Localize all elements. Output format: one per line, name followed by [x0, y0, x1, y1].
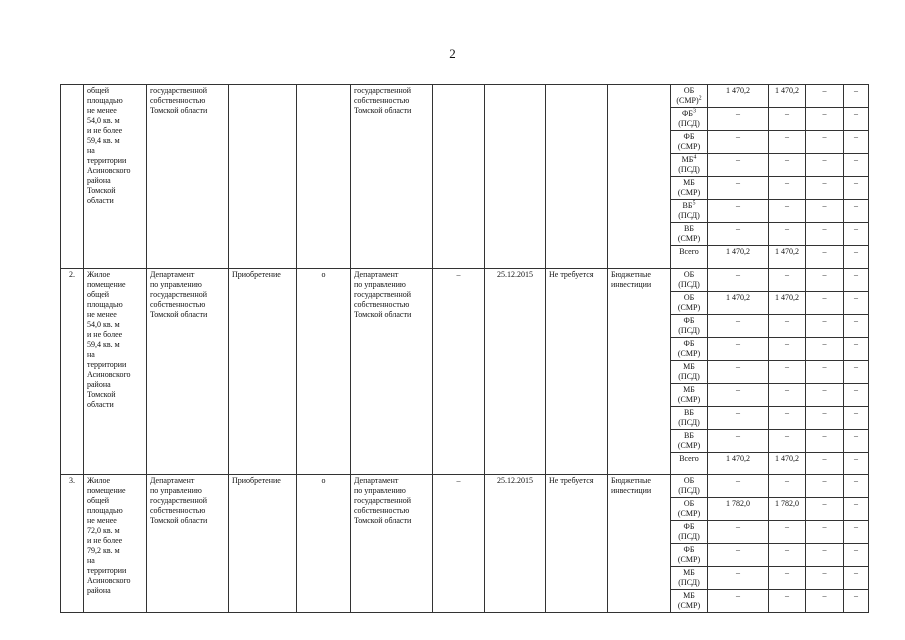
investment-form: Приобретение [229, 475, 297, 613]
investment-table [60, 84, 869, 613]
amount-cell-4: – [844, 475, 869, 498]
source-budget: Всего [679, 453, 699, 463]
amount-cell-4: – [844, 498, 869, 521]
source-budget: ОБ [683, 499, 695, 509]
expertise-cell [546, 85, 608, 269]
source-budget: МБ [683, 591, 695, 601]
amount-cell-2: 1 470,2 [769, 246, 806, 269]
amount-cell-2: – [769, 590, 806, 613]
funding-source [671, 498, 708, 521]
table-row [61, 475, 869, 498]
amount-cell-2: – [769, 314, 806, 337]
amount-cell-3: – [806, 268, 844, 291]
amount-cell-2: – [769, 154, 806, 177]
amount-cell-2: – [769, 521, 806, 544]
amount-cell-1: – [708, 383, 769, 406]
amount-cell-3: – [806, 223, 844, 246]
amount-cell-2: – [769, 200, 806, 223]
amount-cell-3: – [806, 498, 844, 521]
row-number: 2. [61, 268, 84, 475]
amount-cell-2: – [769, 360, 806, 383]
amount-cell-3: – [806, 544, 844, 567]
amount-cell-3: – [806, 291, 844, 314]
funding-source [671, 429, 708, 452]
source-stage: (СМР) [677, 234, 701, 243]
amount-cell-2: – [769, 475, 806, 498]
source-budget: ФБ [683, 545, 695, 555]
table-row [61, 85, 869, 108]
mark-cell [297, 85, 351, 269]
expertise-cell: Не требуется [546, 475, 608, 613]
source-stage: (СМР) [677, 188, 701, 197]
amount-cell-3: – [806, 475, 844, 498]
amount-cell-2: – [769, 131, 806, 154]
amount-cell-4: – [844, 85, 869, 108]
source-budget: ФБ [682, 109, 693, 118]
amount-cell-3: – [806, 521, 844, 544]
source-budget: ВБ [684, 407, 694, 417]
table-row [61, 268, 869, 291]
funding-source [671, 475, 708, 498]
amount-cell-3: – [806, 406, 844, 429]
source-stage: (СМР) [677, 555, 701, 565]
amount-cell-3: – [806, 108, 844, 131]
source-budget: ФБ [683, 132, 695, 141]
amount-cell-4: – [844, 223, 869, 246]
source-budget: МБ [681, 155, 694, 164]
amount-cell-4: – [844, 429, 869, 452]
amount-cell-3: – [806, 246, 844, 269]
amount-cell-2: – [769, 406, 806, 429]
source-stage: (СМР) [677, 142, 701, 151]
completion-date: 25.12.2015 [485, 475, 546, 613]
amount-cell-4: – [844, 268, 869, 291]
amount-cell-2: – [769, 544, 806, 567]
funding-source [671, 452, 708, 475]
amount-cell-3: – [806, 85, 844, 108]
developer-cell: Департамент по управлению государственной собственностью Томской области [351, 268, 433, 475]
mark-cell: о [297, 268, 351, 475]
amount-cell-1: – [708, 223, 769, 246]
object-name: Жилое помещение общей площадью не менее 72,0 кв. м и не более 79,2 кв. м на территории Асиновского района [84, 475, 147, 613]
source-stage: (СМР) [676, 96, 699, 105]
completion-date: 25.12.2015 [485, 268, 546, 475]
object-name: Жилое помещение общей площадью не менее 54,0 кв. м и не более 59,4 кв. м на территории Асиновского района Томской области [84, 268, 147, 475]
source-budget: МБ [683, 568, 695, 578]
amount-cell-4: – [844, 131, 869, 154]
amount-cell-4: – [844, 383, 869, 406]
source-stage: (ПСД) [678, 279, 700, 289]
amount-cell-1: – [708, 567, 769, 590]
amount-cell-3: – [806, 567, 844, 590]
source-stage: (ПСД) [678, 532, 700, 542]
source-budget: ФБ [683, 315, 695, 325]
source-budget: ВБ [684, 224, 694, 233]
amount-cell-1: – [708, 544, 769, 567]
amount-cell-1: – [708, 131, 769, 154]
developer-cell: Департамент по управлению государственной собственностью Томской области [351, 475, 433, 613]
source-stage: (ПСД) [678, 371, 700, 381]
column-7-cell: – [433, 268, 485, 475]
source-stage: (СМР) [677, 302, 701, 312]
funding-source [671, 360, 708, 383]
amount-cell-1: – [708, 590, 769, 613]
amount-cell-3: – [806, 360, 844, 383]
amount-cell-4: – [844, 246, 869, 269]
column-7-cell [433, 85, 485, 269]
amount-cell-1: – [708, 177, 769, 200]
amount-cell-4: – [844, 567, 869, 590]
amount-cell-2: 1 470,2 [769, 291, 806, 314]
funding-source [671, 406, 708, 429]
funding-source [671, 590, 708, 613]
completion-date [485, 85, 546, 269]
amount-cell-4: – [844, 521, 869, 544]
amount-cell-1: – [708, 406, 769, 429]
source-stage: (СМР) [677, 440, 701, 450]
amount-cell-2: – [769, 108, 806, 131]
amount-cell-1: 1 470,2 [708, 246, 769, 269]
amount-cell-3: – [806, 314, 844, 337]
investment-type: Бюджетные инвестиции [608, 475, 671, 613]
source-stage: (ПСД) [678, 486, 700, 496]
investment-type [608, 85, 671, 269]
amount-cell-4: – [844, 177, 869, 200]
footnote-mark: 2 [698, 95, 702, 102]
source-stage: (СМР) [677, 348, 701, 358]
source-budget: ОБ [683, 86, 695, 95]
amount-cell-1: – [708, 337, 769, 360]
expertise-cell: Не требуется [546, 268, 608, 475]
row-number [61, 85, 84, 269]
footnote-mark: 5 [692, 200, 696, 207]
amount-cell-1: – [708, 108, 769, 131]
amount-cell-3: – [806, 131, 844, 154]
source-stage: (ПСД) [678, 119, 700, 128]
amount-cell-1: – [708, 360, 769, 383]
source-budget: Всего [679, 247, 699, 256]
amount-cell-1: 1 470,2 [708, 291, 769, 314]
footnote-mark: 4 [693, 154, 697, 161]
amount-cell-1: – [708, 521, 769, 544]
amount-cell-2: 1 470,2 [769, 85, 806, 108]
source-budget: ВБ [682, 201, 693, 210]
amount-cell-2: 1 470,2 [769, 452, 806, 475]
amount-cell-4: – [844, 360, 869, 383]
customer-cell: государственной собственностью Томской области [147, 85, 229, 269]
page-number: 2 [449, 46, 456, 61]
amount-cell-1: 1 782,0 [708, 498, 769, 521]
amount-cell-1: – [708, 154, 769, 177]
source-budget: ВБ [684, 430, 694, 440]
amount-cell-1: – [708, 429, 769, 452]
developer-cell: государственной собственностью Томской области [351, 85, 433, 269]
amount-cell-3: – [806, 337, 844, 360]
amount-cell-3: – [806, 590, 844, 613]
amount-cell-3: – [806, 429, 844, 452]
source-stage: (ПСД) [678, 578, 700, 588]
amount-cell-2: – [769, 383, 806, 406]
footnote-mark: 3 [692, 108, 696, 115]
amount-cell-4: – [844, 590, 869, 613]
funding-source [671, 154, 708, 177]
source-stage: (СМР) [677, 509, 701, 519]
source-stage: (ПСД) [678, 165, 700, 174]
funding-source [671, 567, 708, 590]
funding-source [671, 544, 708, 567]
amount-cell-4: – [844, 200, 869, 223]
amount-cell-3: – [806, 452, 844, 475]
amount-cell-2: – [769, 268, 806, 291]
funding-source [671, 200, 708, 223]
source-budget: ФБ [683, 522, 695, 532]
amount-cell-3: – [806, 383, 844, 406]
source-budget: ОБ [683, 269, 695, 279]
column-7-cell: – [433, 475, 485, 613]
amount-cell-1: 1 470,2 [708, 85, 769, 108]
investment-form: Приобретение [229, 268, 297, 475]
source-budget: МБ [683, 361, 695, 371]
amount-cell-4: – [844, 291, 869, 314]
amount-cell-1: – [708, 268, 769, 291]
amount-cell-2: – [769, 429, 806, 452]
table-body [61, 85, 869, 613]
funding-source [671, 246, 708, 269]
funding-source [671, 177, 708, 200]
amount-cell-1: 1 470,2 [708, 452, 769, 475]
amount-cell-2: – [769, 567, 806, 590]
funding-source [671, 131, 708, 154]
source-budget: МБ [683, 178, 695, 187]
amount-cell-1: – [708, 475, 769, 498]
investment-type: Бюджетные инвестиции [608, 268, 671, 475]
amount-cell-3: – [806, 154, 844, 177]
amount-cell-1: – [708, 314, 769, 337]
funding-source [671, 383, 708, 406]
funding-source [671, 314, 708, 337]
amount-cell-2: – [769, 337, 806, 360]
source-budget: МБ [683, 384, 695, 394]
row-number: 3. [61, 475, 84, 613]
amount-cell-1: – [708, 200, 769, 223]
investment-form [229, 85, 297, 269]
source-stage: (СМР) [677, 601, 701, 611]
source-stage: (ПСД) [678, 417, 700, 427]
funding-source [671, 108, 708, 131]
customer-cell: Департамент по управлению государственной собственностью Томской области [147, 268, 229, 475]
amount-cell-4: – [844, 337, 869, 360]
source-stage: (ПСД) [678, 325, 700, 335]
amount-cell-4: – [844, 108, 869, 131]
funding-source [671, 521, 708, 544]
funding-source [671, 268, 708, 291]
amount-cell-2: 1 782,0 [769, 498, 806, 521]
object-name: общей площадью не менее 54,0 кв. м и не более 59,4 кв. м на территории Асиновского района Томской области [84, 85, 147, 269]
funding-source [671, 223, 708, 246]
amount-cell-3: – [806, 177, 844, 200]
source-budget: ОБ [683, 476, 695, 486]
customer-cell: Департамент по управлению государственной собственностью Томской области [147, 475, 229, 613]
amount-cell-4: – [844, 544, 869, 567]
funding-source [671, 291, 708, 314]
source-stage: (ПСД) [678, 211, 700, 220]
amount-cell-2: – [769, 177, 806, 200]
source-budget: ОБ [683, 292, 695, 302]
amount-cell-3: – [806, 200, 844, 223]
amount-cell-4: – [844, 154, 869, 177]
amount-cell-4: – [844, 406, 869, 429]
amount-cell-4: – [844, 314, 869, 337]
amount-cell-4: – [844, 452, 869, 475]
amount-cell-2: – [769, 223, 806, 246]
source-stage: (СМР) [677, 394, 701, 404]
source-budget: ФБ [683, 338, 695, 348]
mark-cell: о [297, 475, 351, 613]
funding-source [671, 337, 708, 360]
funding-source [671, 85, 708, 108]
